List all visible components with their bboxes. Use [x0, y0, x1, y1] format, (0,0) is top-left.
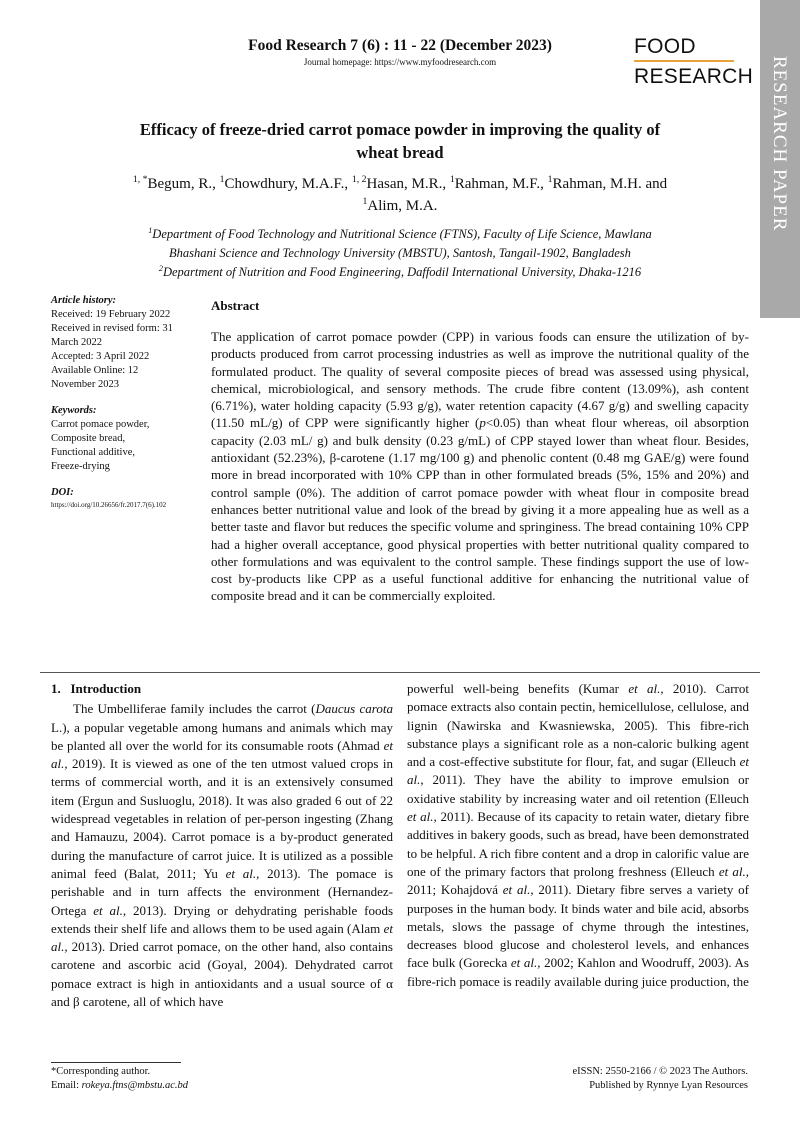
- author-sup: 1, *: [132, 174, 148, 185]
- logo-rule: [634, 60, 734, 62]
- doi-label: DOI:: [51, 487, 74, 498]
- journal-logo: [634, 34, 753, 89]
- side-tab-label: RESEARCH PAPER: [769, 56, 790, 232]
- intro-paragraph-continued: powerful well-being benefits (Kumar et al., 2010). Carrot pomace extracts also contain pectin, hemicellulose, cellulose, and lignin (Nawirska and Kwasniewska, 2005). This fibre-rich substance plays a significant role as a non-caloric bulking agent and a cost-effective substitute for flour, fat, and sugar (Elleuch et al., 2011). They have the ability to improve emulsion or oxidative stability by increasing water and oil retention (Elleuch et al., 2011). Because of its capacity to retain water, dietary fibre additives in bakery goods, such as bread, have been demonstrated to be helpful. A rich fibre content and a drop in calorific value are one of the primary factors that prolong freshness (Elleuch et al., 2011; Kohajdová et al., 2011). Dietary fibre serves a variety of purposes in the human body. It binds water and bile acid, absorbs metals, slows the passage of chyme through the intestines, decreases blood glucose and cholesterol levels, and enhances face bulk (Gorecka et al., 2002; Kahlon and Woodruff, 2003). As fibre-rich pomace is readily available during juice production, the: [407, 681, 749, 989]
- author-list: [80, 173, 720, 217]
- author-sup: 1: [362, 196, 368, 207]
- abstract-heading: Abstract: [211, 298, 260, 313]
- footnote-divider: [51, 1062, 181, 1063]
- online-date-line-2: November 2023: [51, 379, 119, 390]
- received-date: Received: 19 February 2022: [51, 309, 171, 320]
- side-tab: [760, 0, 800, 318]
- author: Hasan, M.R.,: [366, 176, 450, 192]
- author: Rahman, M.F.,: [454, 176, 548, 192]
- keyword: Functional additive,: [51, 447, 135, 458]
- author-sup: 1, 2: [351, 174, 367, 185]
- keyword: Composite bread,: [51, 433, 126, 444]
- email-line: Email: rokeya.ftns@mbstu.ac.bd: [51, 1080, 189, 1091]
- affiliation-sup: 1: [148, 225, 153, 235]
- publisher-line: Published by Rynnye Lyan Resources: [589, 1080, 748, 1091]
- journal-citation: Food Research 7 (6) : 11 - 22 (December 2023): [248, 37, 552, 54]
- revised-date-line-1: Received in revised form: 31: [51, 323, 173, 334]
- logo-line-2: RESEARCH: [634, 65, 754, 88]
- affiliation-sup: 2: [158, 263, 163, 273]
- author-sup: 1: [547, 174, 553, 185]
- keyword: Freeze-drying: [51, 461, 110, 472]
- journal-homepage: Journal homepage: https://www.myfoodresearch.com: [303, 57, 497, 67]
- affiliation-2: Department of Nutrition and Food Engineering, Daffodil International University, Dhaka-1216: [162, 265, 642, 279]
- logo-line-1: FOOD: [634, 35, 696, 58]
- title-line-2: wheat bread: [356, 143, 444, 162]
- title-line-1: Efficacy of freeze-dried carrot pomace powder in improving the quality of: [139, 120, 661, 139]
- article-history-label: Article history:: [51, 295, 117, 306]
- keywords-label: Keywords:: [51, 405, 97, 416]
- eissn-line: eISSN: 2550-2166 / © 2023 The Authors.: [572, 1066, 748, 1077]
- corresponding-footnote: [51, 1065, 188, 1093]
- body-column-left: [51, 680, 393, 1011]
- email-link[interactable]: rokeya.ftns@mbstu.ac.bd: [81, 1080, 189, 1091]
- author-sup: 1: [219, 174, 225, 185]
- paper-title: [80, 118, 720, 164]
- article-info-sidebar: [51, 294, 201, 510]
- author: Begum, R.,: [147, 176, 220, 192]
- corresponding-author-label: *Corresponding author.: [51, 1066, 151, 1077]
- publisher-footer: [573, 1065, 749, 1093]
- abstract-text: The application of carrot pomace powder (CPP) in various foods can ensure the utilization of by-products produced from carrot processing industries as well as improve the nutritional quality of the formulated product. The quality of several composite pieces of bread was assessed using physical, chemical, microbiological, and sensory methods. The crude fibre content (13.09%), ash content (6.71%), water holding capacity (5.93 g/g), water retention capacity (4.67 g/g) and swelling capacity (11.50 mL/g) of CPP were significantly higher (p<0.05) than wheat flour whereas, oil absorption capacity (2.03 mL/ g) and bulk density (0.23 g/mL) of CPP stayed lower than wheat flour. Besides, antioxidant (52.23%), β-carotene (1.17 mg/100 g) and phenolic content (0.48 mg GAE/g) were found more in bread incorporated with 10% CPP than in other formulated breads (5%, 15% and 20%) and control sample (0%). The addition of carrot pomace powder with wheat flour in composite bread enhances better nutritional value and look of the bread by giving it a more appealing hue as well as a better taste and flavor but reduces the specific volume and springiness. The bread containing 10% CPP had a higher overall acceptance, good physical properties with better nutritional quality compared to other formulations and was equivalent to the control sample. These findings support the use of low-cost by-products like CPP as a useful functional additive for enhancing the nutritional value of composite bread and it can be commercially exploited.: [211, 329, 750, 604]
- affiliation-1-line-2: Bhashani Science and Technology University (MBSTU), Santosh, Tangail-1902, Bangladesh: [169, 246, 631, 260]
- accepted-date: Accepted: 3 April 2022: [51, 351, 150, 362]
- abstract-divider: [40, 672, 760, 673]
- revised-date-line-2: March 2022: [51, 337, 103, 348]
- keyword: Carrot pomace powder,: [51, 419, 150, 430]
- doi-link[interactable]: https://doi.org/10.26656/fr.2017.7(6).102: [51, 501, 167, 509]
- online-date-line-1: Available Online: 12: [51, 365, 139, 376]
- body-column-right: [407, 680, 749, 991]
- intro-paragraph: The Umbelliferae family includes the carrot (Daucus carota L.), a popular vegetable among humans and animals which may be planted all over the world for its consumable roots (Ahmad et al., 2019). It is viewed as one of the ten utmost valued crops in terms of commercial worth, and it is an extensively consumed item (Ergun and Susluoglu, 2018). It was also graded 6 out of 22 widespread vegetables in relation of per-person ingesting (Zhang and Hamauzu, 2004). Carrot pomace is a by-product generated during the manufacture of carrot juice. It is utilized as a possible animal feed (Balat, 2011; Yu et al., 2013). The pomace is perishable and in turn affects the environment (Hernandez-Ortega et al., 2013). Drying or dehydrating perishable foods extends their shelf life and allows them to be used again (Alam et al., 2013). Dried carrot pomace, on the other hand, also contains carotene and ascorbic acid (Goyal, 2004). Dehydrated carrot pomace extract is high in antioxidants and a usual source of α and β carotene, all of which have: [51, 701, 394, 1010]
- author: Rahman, M.H. and: [552, 176, 668, 192]
- affiliations: [60, 225, 740, 282]
- affiliation-1-line-1: Department of Food Technology and Nutritional Science (FTNS), Faculty of Life Science, Mawlana: [152, 227, 652, 241]
- author: Chowdhury, M.A.F.,: [224, 176, 352, 192]
- section-heading-introduction: 1. Introduction: [51, 681, 142, 696]
- author-sup: 1: [449, 174, 455, 185]
- author: Alim, M.A.: [367, 198, 438, 214]
